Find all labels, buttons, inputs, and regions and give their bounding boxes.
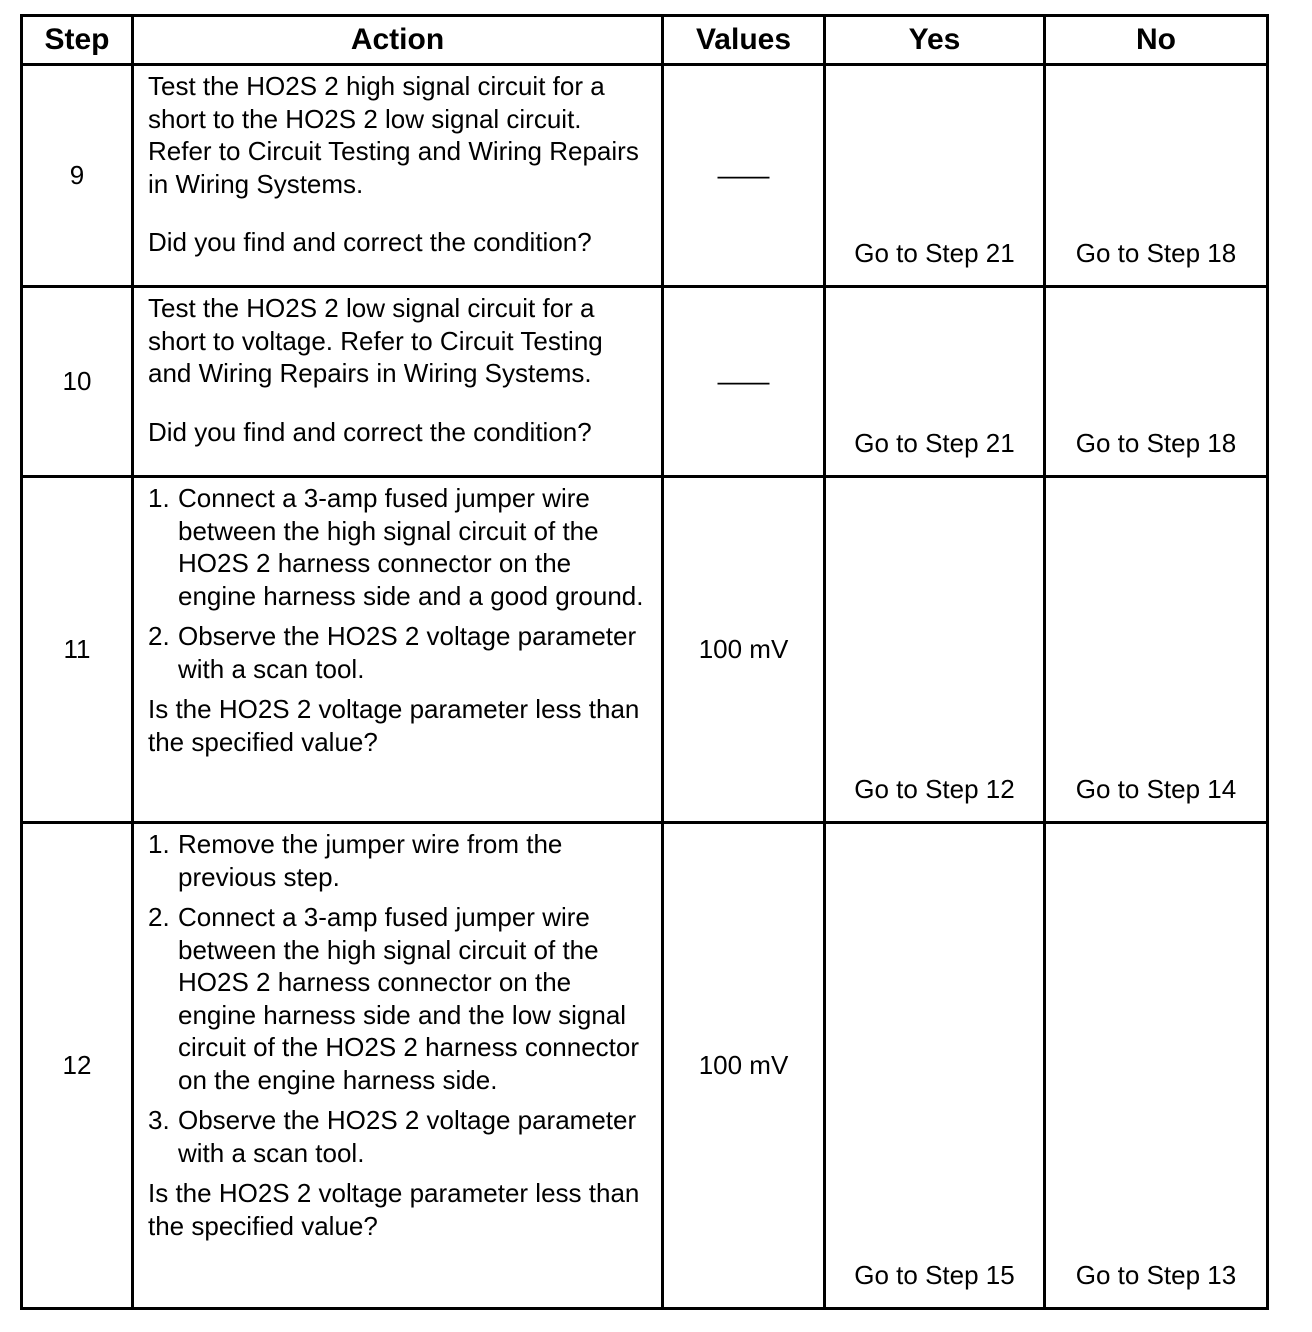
action-question: Is the HO2S 2 voltage parameter less than the specified value? [148,1178,640,1241]
procedure-item-number: 1. [148,829,170,859]
procedure-item [148,828,647,893]
table-row-step-12 [22,823,1268,1309]
value-cell: —— [663,65,825,287]
procedure-item-text: Connect a 3-amp fused jumper wire between the high signal circuit of the HO2S 2 harness connector on the engine harness side and a good ground. [178,483,644,611]
procedure-item [148,901,647,1096]
procedure-item-number: 1. [148,483,170,513]
header-row [22,16,1268,65]
table-row-step-9 [22,65,1268,287]
yes-result: Go to Step 21 [825,287,1045,477]
header-values: Values [663,16,825,65]
procedure-item-text: Observe the HO2S 2 voltage parameter with a scan tool. [178,1105,637,1168]
action-question: Did you find and correct the condition? [148,416,592,447]
value-cell: 100 mV [663,477,825,823]
procedure-item-text: Observe the HO2S 2 voltage parameter with a scan tool. [178,621,637,684]
procedure-item-text: Connect a 3-amp fused jumper wire between the high signal circuit of the HO2S 2 harness connector on the engine harness side and the low signal circuit of the HO2S 2 harness connector on the engine harness side. [178,902,640,1095]
procedure-item-text: Remove the jumper wire from the previous step. [178,829,563,892]
procedure-item [148,620,647,685]
step-number: 10 [22,287,133,477]
procedure-list [148,482,647,685]
yes-result: Go to Step 21 [825,65,1045,287]
table-row-step-10 [22,287,1268,477]
yes-result: Go to Step 15 [825,823,1045,1309]
diagnostic-table [20,14,1269,1310]
no-result: Go to Step 18 [1045,65,1268,287]
action-text: Test the HO2S 2 low signal circuit for a short to voltage. Refer to Circuit Testing and Wiring Repairs in Wiring Systems. [148,293,603,388]
no-result: Go to Step 18 [1045,287,1268,477]
action-cell [133,477,663,823]
procedure-item [148,1104,647,1169]
procedure-item-number: 2. [148,902,170,932]
value-cell: —— [663,287,825,477]
no-result: Go to Step 13 [1045,823,1268,1309]
action-cell [133,823,663,1309]
step-number: 9 [22,65,133,287]
header-action: Action [133,16,663,65]
step-number: 12 [22,823,133,1309]
procedure-list [148,828,647,1169]
header-no: No [1045,16,1268,65]
action-question: Is the HO2S 2 voltage parameter less than the specified value? [148,694,640,757]
action-cell [133,65,663,287]
procedure-item [148,482,647,612]
yes-result: Go to Step 12 [825,477,1045,823]
table-row-step-11 [22,477,1268,823]
procedure-item-number: 2. [148,621,170,651]
action-question: Did you find and correct the condition? [148,227,592,257]
header-yes: Yes [825,16,1045,65]
value-cell: 100 mV [663,823,825,1309]
procedure-item-number: 3. [148,1105,170,1135]
action-cell [133,287,663,477]
action-text: Test the HO2S 2 high signal circuit for a short to the HO2S 2 low signal circuit. Refer to Circuit Testing and Wiring Repairs in Wiring Systems. [148,71,639,199]
no-result: Go to Step 14 [1045,477,1268,823]
step-number: 11 [22,477,133,823]
header-step: Step [22,16,133,65]
